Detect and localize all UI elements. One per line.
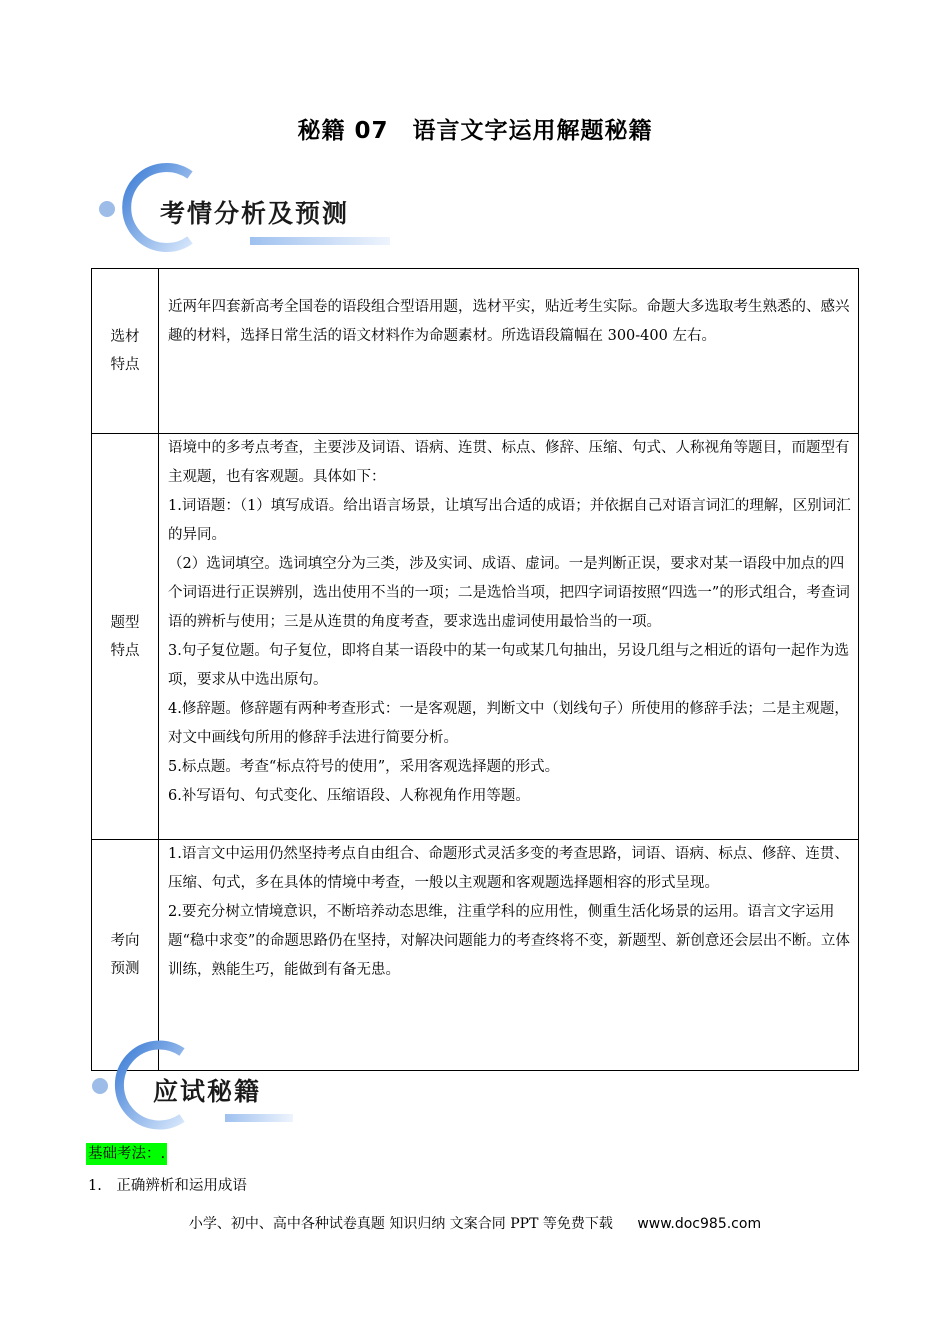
paragraph: 5.标点题。考查“标点符号的使用”，采用客观选择题的形式。: [168, 759, 560, 775]
row-content: [159, 269, 859, 434]
table-row: [92, 269, 859, 434]
row-label-line: 题型: [110, 614, 140, 631]
paragraph: 1.语言文中运用仍然坚持考点自由组合、命题形式灵活多变的考查思路，词语、语病、标点、修辞、连贯、压缩、句式，多在具体的情境中考查，一般以主观题和客观题选择题相容的形式呈现。: [168, 846, 849, 891]
paragraph: 4.修辞题。修辞题有两种考查形式：一是客观题，判断文中（划线句子）所使用的修辞手法；二是主观题，对文中画线句所用的修辞手法进行简要分析。: [168, 701, 849, 746]
paragraph: 6.补写语句、句式变化、压缩语段、人称视角作用等题。: [168, 788, 530, 804]
row-label-line: 预测: [110, 961, 140, 977]
paragraph: 近两年四套新高考全国卷的语段组合型语用题，选材平实，贴近考生实际。命题大多选取考生熟悉的、感兴趣的材料，选择日常生活的语文材料作为命题素材。所选语段篇幅在 300-400 左右。: [168, 299, 850, 344]
page-title: 秘籍 07 语言文字运用解题秘籍: [297, 118, 653, 144]
row-content: [159, 434, 859, 840]
page-footer: [0, 1213, 950, 1233]
row-label-line: 考向: [110, 933, 140, 949]
banner-underline: [225, 1114, 293, 1122]
banner-underline: [250, 237, 390, 245]
paragraph: 语境中的多考点考查，主要涉及词语、语病、连贯、标点、修辞、压缩、句式、人称视角等题目，而题型有主观题，也有客观题。具体如下：: [168, 440, 850, 485]
banner-dot-icon: [99, 201, 115, 217]
info-table: [91, 268, 859, 1071]
row-label-line: 特点: [110, 642, 140, 659]
footer-text: 小学、初中、高中各种试卷真题 知识归纳 文案合同 PPT 等免费下载: [188, 1216, 613, 1232]
row-label: [92, 434, 159, 840]
paragraph: （2）选词填空。选词填空分为三类，涉及实词、成语、虚词。一是判断正误，要求对某一语段中加点的四个词语进行正误辨别，选出使用不当的一项；二是选恰当项，把四字词语按照“四选一”的形式组合，考查词语的辨析与使用；三是从连贯的角度考查，要求选出虚词使用最恰当的一项。: [168, 556, 850, 630]
row-label: [92, 269, 159, 434]
list-item: 1. 正确辨析和运用成语: [88, 1178, 247, 1194]
row-label-line: 特点: [110, 357, 140, 373]
highlighted-heading: 基础考法：.: [86, 1143, 167, 1165]
banner-dot-icon: [92, 1078, 108, 1094]
footer-link[interactable]: www.doc985.com: [637, 1216, 762, 1232]
section-heading-analysis: 考情分析及预测: [160, 199, 350, 228]
paragraph: 1.词语题：（1）填写成语。给出语言场景，让填写出合适的成语；并依据自己对语言词汇的理解，区别词汇的异同。: [168, 498, 851, 543]
paragraph: 3.句子复位题。句子复位，即将自某一语段中的某一句或某几句抽出，另设几组与之相近的语句一起作为选项，要求从中选出原句。: [168, 643, 849, 688]
row-label-line: 选材: [110, 329, 140, 345]
section-heading-exam: 应试秘籍: [153, 1077, 262, 1106]
table-row: [92, 434, 859, 840]
paragraph: 2.要充分树立情境意识，不断培养动态思维，注重学科的应用性，侧重生活化场景的运用。语言文字运用题“稳中求变”的命题思路仍在坚持，对解决问题能力的考查终将不变，新题型、新创意还会层出不断。立体训练，熟能生巧，能做到有备无患。: [168, 904, 850, 978]
